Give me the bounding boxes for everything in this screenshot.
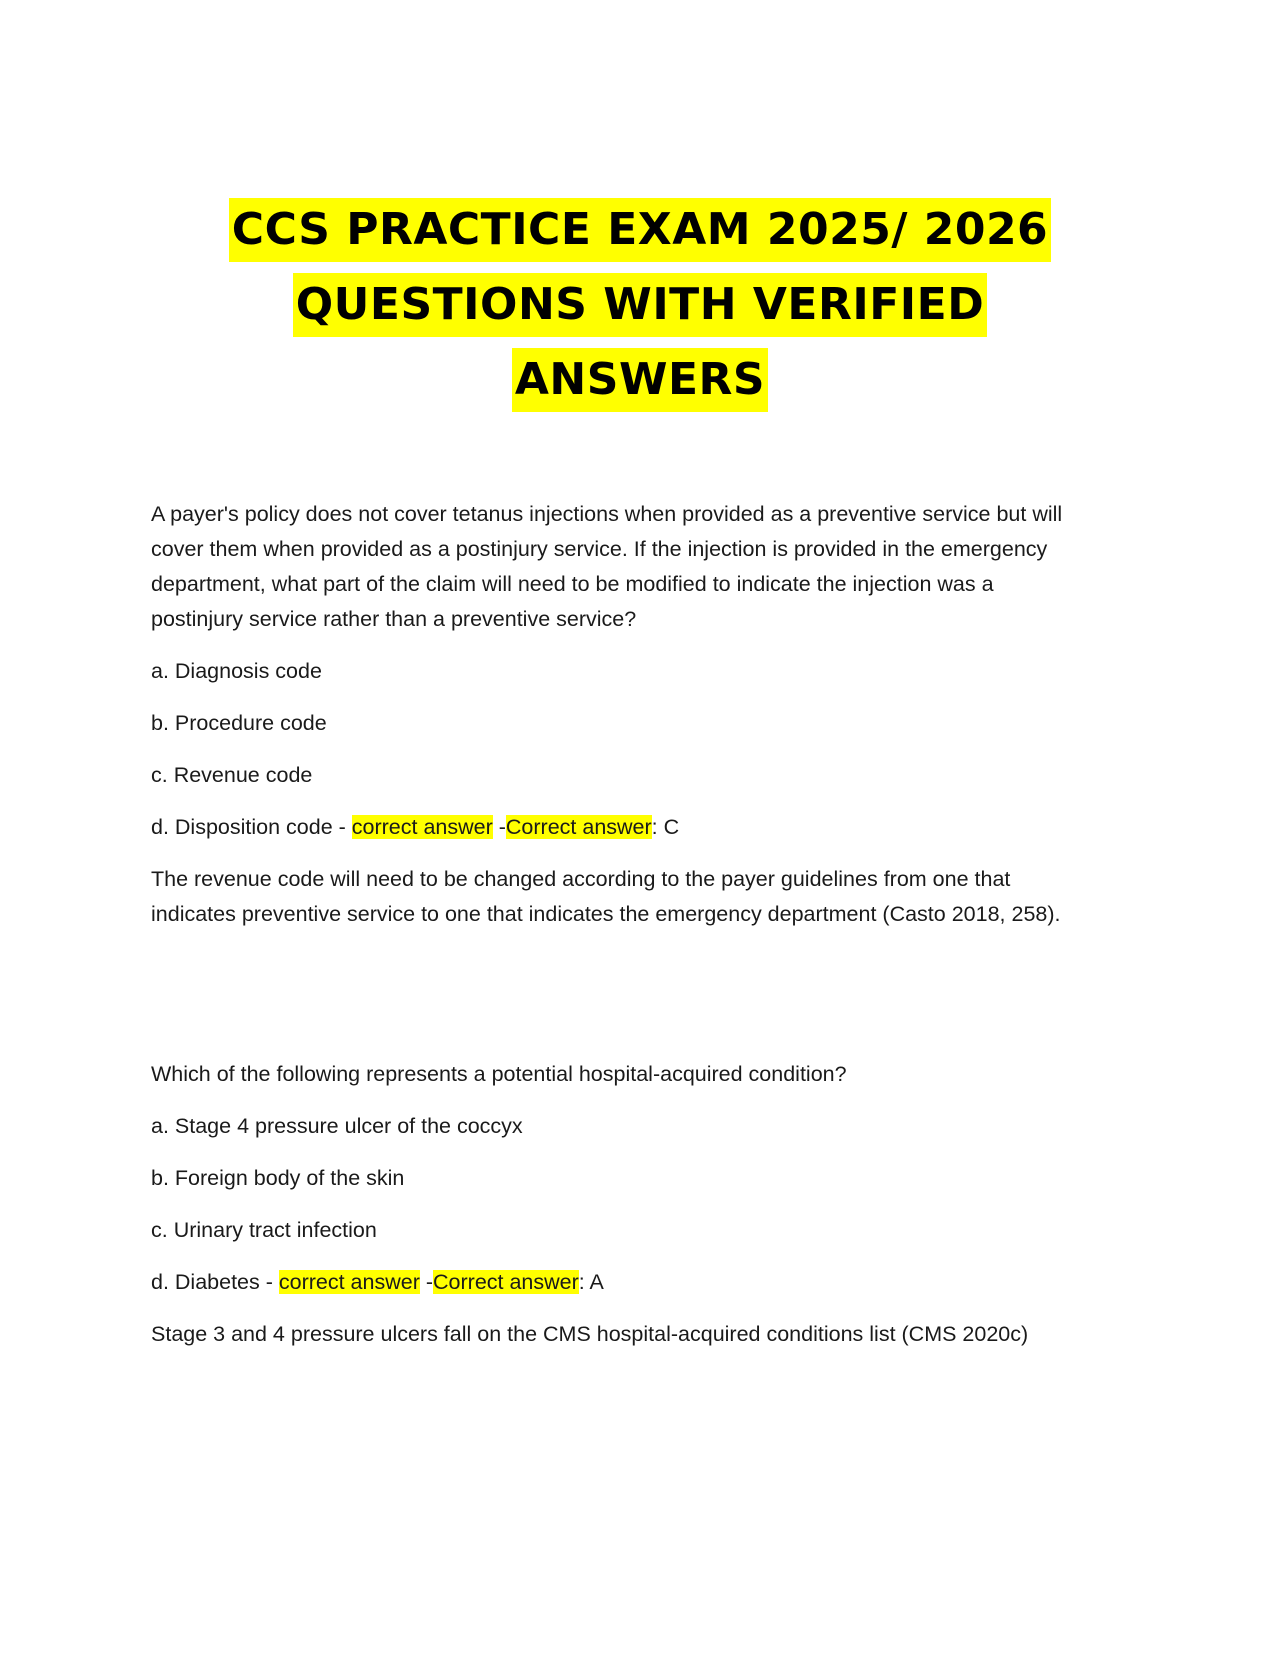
explanation-line: Stage 3 and 4 pressure ulcers fall on the CMS hospital-acquired conditions list (CMS 2020c): [151, 1322, 1029, 1346]
question-line: A payer's policy does not cover tetanus injections when provided as a preventive service but will: [151, 502, 1063, 526]
option-b: b. Procedure code: [151, 711, 327, 735]
answer-value: : A: [578, 1270, 604, 1294]
answer-highlight-2: Correct answer: [505, 815, 652, 839]
answer-highlight-1: correct answer: [278, 1270, 420, 1294]
question-line: cover them when provided as a postinjury service. If the injection is provided in the emergency: [151, 537, 1048, 561]
answer-highlight-2: Correct answer: [433, 1270, 579, 1294]
question-block-2: [151, 1057, 1141, 1352]
explanation-line: indicates preventive service to one that indicates the emergency department (Casto 2018, 258).: [151, 902, 1061, 926]
option-d-with-answer: [151, 810, 1141, 845]
option-d: d. Disposition code -: [151, 815, 352, 839]
document-title: [0, 198, 1280, 423]
title-text-3: ANSWERS: [512, 348, 768, 412]
answer-separator: -: [492, 815, 506, 839]
question-text: [151, 1057, 1141, 1092]
question-line: department, what part of the claim will need to be modified to indicate the injection was a: [151, 572, 994, 596]
explanation-text: [151, 1317, 1141, 1352]
question-block-1: [151, 497, 1141, 932]
option-d-with-answer: [151, 1265, 1141, 1300]
title-line-3: [0, 348, 1280, 423]
option-a: a. Diagnosis code: [151, 659, 322, 683]
answer-value: : C: [651, 815, 680, 839]
answer-highlight-1: correct answer: [351, 815, 493, 839]
question-text: [151, 497, 1141, 637]
title-line-1: [0, 198, 1280, 273]
title-text-1: CCS PRACTICE EXAM 2025/ 2026: [229, 198, 1051, 262]
title-line-2: [0, 273, 1280, 348]
option-c: c. Urinary tract infection: [151, 1218, 377, 1242]
option-d: d. Diabetes -: [151, 1270, 279, 1294]
title-text-2: QUESTIONS WITH VERIFIED: [293, 273, 987, 337]
explanation-text: [151, 862, 1141, 932]
question-line: Which of the following represents a potential hospital-acquired condition?: [151, 1062, 847, 1086]
option-c: c. Revenue code: [151, 763, 313, 787]
option-b: b. Foreign body of the skin: [151, 1166, 405, 1190]
question-line: postinjury service rather than a preventive service?: [151, 607, 637, 631]
answer-separator: -: [419, 1270, 434, 1294]
option-a: a. Stage 4 pressure ulcer of the coccyx: [151, 1114, 523, 1138]
explanation-line: The revenue code will need to be changed according to the payer guidelines from one that: [151, 867, 1011, 891]
